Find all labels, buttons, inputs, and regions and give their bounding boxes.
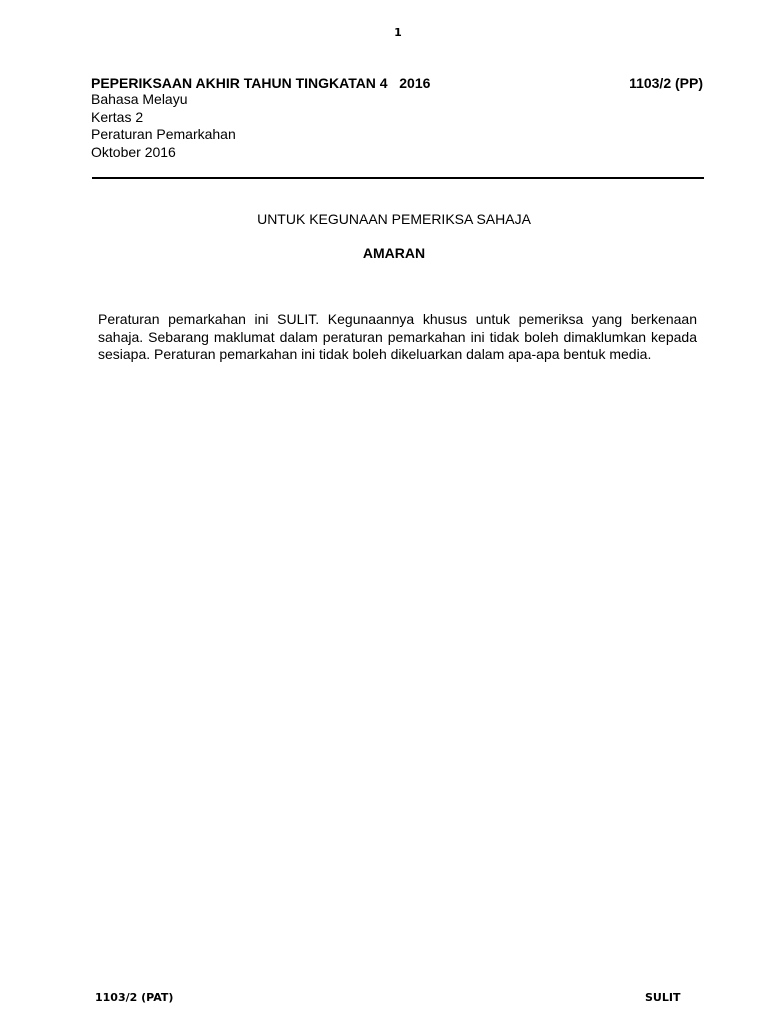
header-divider	[92, 177, 704, 179]
warning-paragraph: Peraturan pemarkahan ini SULIT. Kegunaannya khusus untuk pemeriksa yang berkenaan sahaja. Sebarang maklumat dalam peraturan pemarkahan ini tidak boleh dimaklumkan kepada sesiapa. Peraturan pemarkahan ini tidak boleh dikeluarkan dalam apa-apa bentuk media.	[98, 311, 697, 362]
subject-line: Bahasa Melayu	[91, 91, 188, 107]
paper-code: 1103/2 (PP)	[629, 75, 703, 91]
warning-heading: AMARAN	[362, 245, 426, 261]
exam-title: PEPERIKSAAN AKHIR TAHUN TINGKATAN 4 2016	[91, 75, 431, 91]
page-number: 1	[394, 26, 402, 39]
footer-paper-code: 1103/2 (PAT)	[95, 991, 174, 1004]
document-type-line: Peraturan Pemarkahan	[91, 126, 236, 142]
footer-classification: SULIT	[645, 991, 681, 1004]
date-line: Oktober 2016	[91, 143, 176, 160]
paper-line: Kertas 2	[91, 108, 144, 125]
header-title-row	[91, 75, 703, 91]
examiner-only-notice: UNTUK KEGUNAAN PEMERIKSA SAHAJA	[257, 211, 531, 227]
document-header	[91, 75, 703, 161]
